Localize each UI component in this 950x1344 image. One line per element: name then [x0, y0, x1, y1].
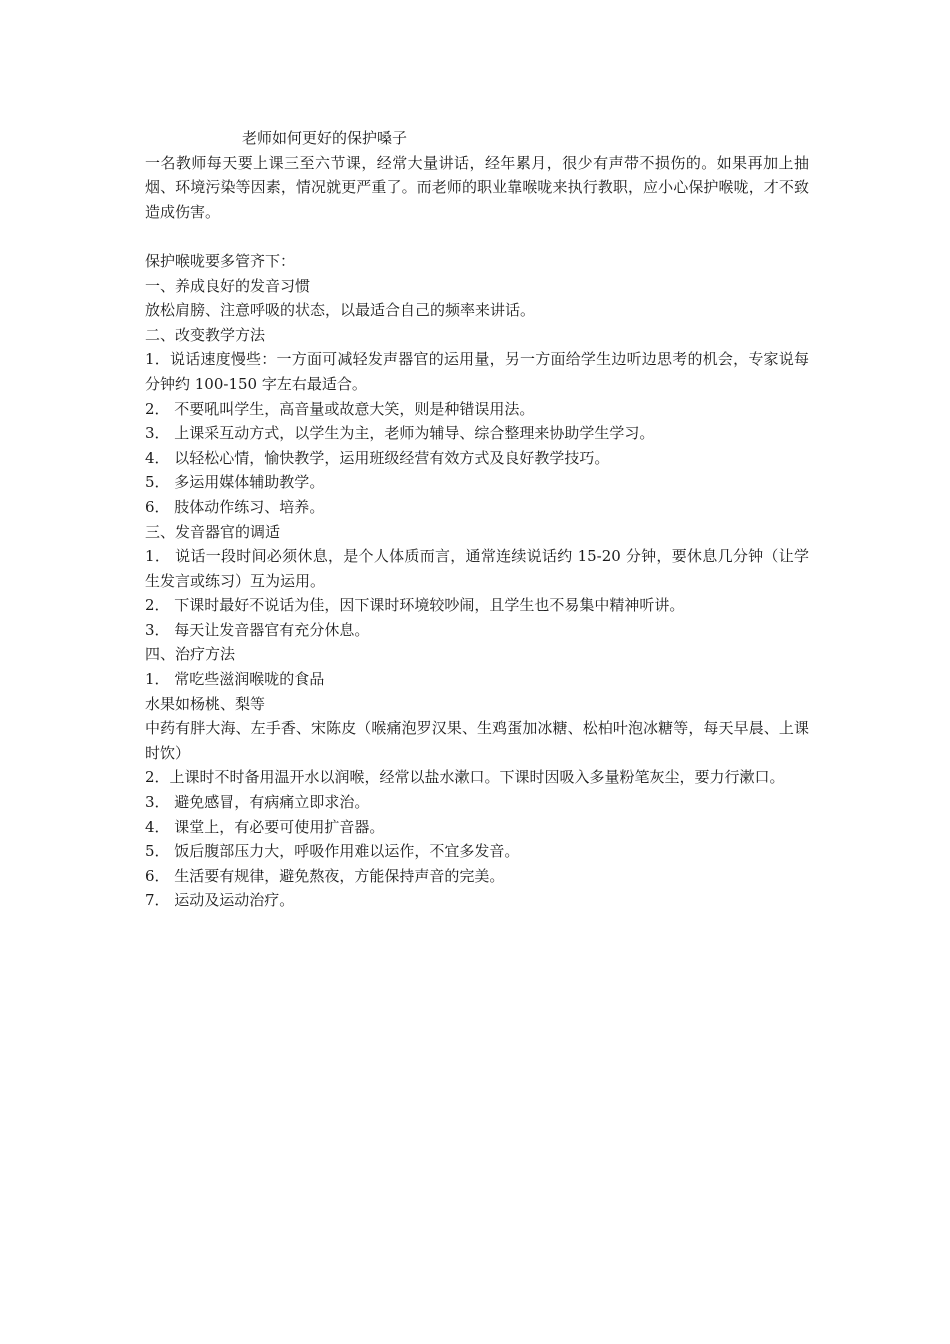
section-heading-4: 四、治疗方法 — [145, 645, 236, 664]
fruit-line: 水果如杨桃、梨等 — [145, 694, 266, 713]
list-item: 4． 课堂上，有必要可使用扩音器。 — [145, 817, 385, 836]
list-item: 2． 下课时最好不说话为佳，因下课时环境较吵闹，且学生也不易集中精神听讲。 — [145, 596, 685, 615]
document-page — [145, 126, 809, 913]
section-heading-2: 二、改变教学方法 — [145, 325, 266, 344]
list-item: 4． 以轻松心情，愉快教学，运用班级经营有效方式及良好教学技巧。 — [145, 448, 610, 467]
list-item: 3． 上课采互动方式，以学生为主，老师为辅导、综合整理来协助学生学习。 — [145, 424, 655, 443]
section-heading-1: 一、养成良好的发音习惯 — [145, 276, 311, 295]
list-item: 1．说话速度慢些：一方面可减轻发声器官的运用量，另一方面给学生边听边思考的机会，专家说每分钟约 100-150 字左右最适合。 — [145, 350, 809, 393]
list-item: 2． 不要吼叫学生，高音量或故意大笑，则是种错误用法。 — [145, 399, 535, 418]
page-title: 老师如何更好的保护嗓子 — [242, 129, 408, 147]
section-1-text: 放松肩膀、注意呼吸的状态，以最适合自己的频率来讲话。 — [145, 301, 536, 320]
list-item: 6． 肢体动作练习、培养。 — [145, 497, 325, 516]
list-item: 5． 多运用媒体辅助教学。 — [145, 473, 325, 492]
list-item: 1． 常吃些滋润喉咙的食品 — [145, 670, 325, 689]
list-item: 1． 说话一段时间必须休息，是个人体质而言，通常连续说话约 15-20 分钟，要休息几分钟（让学生发言或练习）互为运用。 — [145, 547, 809, 590]
intro-paragraph: 一名教师每天要上课三至六节课，经常大量讲话，经年累月，很少有声带不损伤的。如果再加上抽烟、环境污染等因素，情况就更严重了。而老师的职业靠喉咙来执行教职，应小心保护喉咙，才不致造成伤害。 — [145, 153, 809, 221]
list-item: 7． 运动及运动治疗。 — [145, 891, 295, 910]
list-item: 3． 避免感冒，有病痛立即求治。 — [145, 793, 370, 812]
herb-line: 中药有胖大海、左手香、宋陈皮（喉痛泡罗汉果、生鸡蛋加冰糖、松柏叶泡冰糖等，每天早晨、上课时饮） — [145, 719, 809, 762]
blank-line — [145, 224, 809, 249]
list-item: 6． 生活要有规律，避免熬夜，方能保持声音的完美。 — [145, 866, 505, 885]
list-item: 2．上课时不时备用温开水以润喉，经常以盐水漱口。下课时因吸入多量粉笔灰尘，要力行漱口。 — [145, 768, 785, 787]
list-item: 3． 每天让发音器官有充分休息。 — [145, 620, 370, 639]
lead-line: 保护喉咙要多管齐下： — [145, 251, 296, 270]
section-heading-3: 三、发音器官的调适 — [145, 522, 281, 541]
list-item: 5． 饭后腹部压力大，呼吸作用难以运作，不宜多发音。 — [145, 842, 520, 861]
